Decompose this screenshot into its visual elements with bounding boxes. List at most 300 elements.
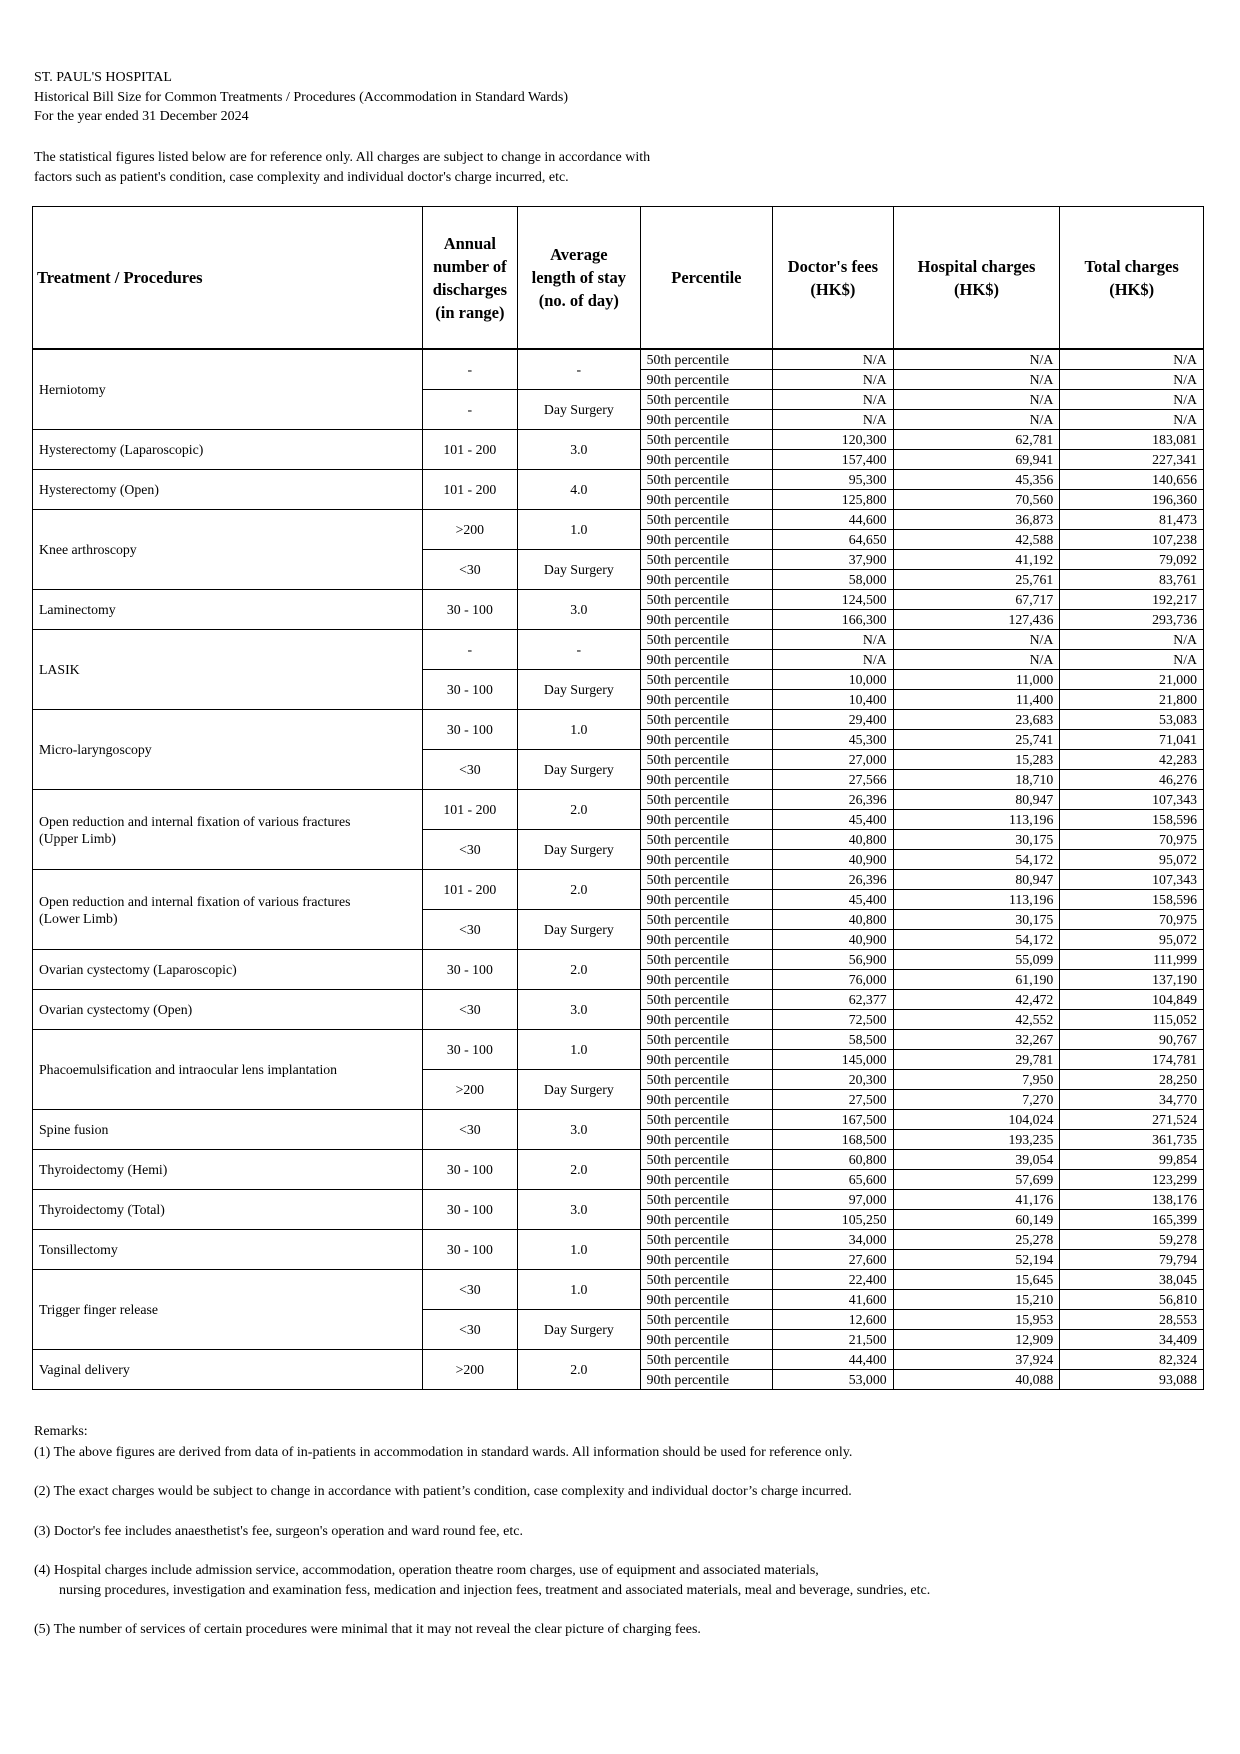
hospital-charge-cell: 11,400	[893, 690, 1060, 710]
total-charge-cell: 28,553	[1060, 1310, 1204, 1330]
hospital-charge-cell: 15,283	[893, 750, 1060, 770]
doctor-fee-cell: 105,250	[773, 1210, 894, 1230]
total-charge-cell: N/A	[1060, 349, 1204, 370]
length-of-stay-cell: Day Surgery	[518, 390, 641, 430]
total-charge-cell: 28,250	[1060, 1070, 1204, 1090]
total-charge-cell: 361,735	[1060, 1130, 1204, 1150]
percentile-cell: 90th percentile	[640, 530, 773, 550]
doctor-fee-cell: 44,600	[773, 510, 894, 530]
percentile-cell: 50th percentile	[640, 750, 773, 770]
doctor-fee-cell: 60,800	[773, 1150, 894, 1170]
total-charge-cell: 111,999	[1060, 950, 1204, 970]
percentile-cell: 50th percentile	[640, 550, 773, 570]
doctor-fee-cell: 56,900	[773, 950, 894, 970]
total-charge-cell: 83,761	[1060, 570, 1204, 590]
remark-item	[34, 1522, 930, 1542]
length-of-stay-cell: 1.0	[518, 1270, 641, 1310]
procedure-name-cell	[33, 1030, 423, 1110]
total-charge-cell: 123,299	[1060, 1170, 1204, 1190]
procedure-name-cell	[33, 470, 423, 510]
header-line: (in range)	[435, 302, 505, 322]
table-row	[33, 1110, 1204, 1130]
header-line: Annual	[443, 233, 496, 253]
percentile-cell: 50th percentile	[640, 430, 773, 450]
total-charge-cell: 56,810	[1060, 1290, 1204, 1310]
doctor-fee-cell: 26,396	[773, 870, 894, 890]
procedure-name-cell	[33, 1230, 423, 1270]
hospital-charge-cell: 36,873	[893, 510, 1060, 530]
doctor-fee-cell: 167,500	[773, 1110, 894, 1130]
hospital-charge-cell: 15,953	[893, 1310, 1060, 1330]
table-row	[33, 430, 1204, 450]
total-charge-cell: 165,399	[1060, 1210, 1204, 1230]
header-line: Total charges	[1084, 256, 1179, 276]
disclaimer-line: The statistical figures listed below are for reference only. All charges are subject to change in accordance with	[34, 150, 651, 165]
percentile-cell: 50th percentile	[640, 670, 773, 690]
procedure-name-cell	[33, 990, 423, 1030]
procedure-name: Hysterectomy (Open)	[39, 482, 159, 497]
percentile-cell: 90th percentile	[640, 650, 773, 670]
percentile-cell: 90th percentile	[640, 1090, 773, 1110]
table-row	[33, 1150, 1204, 1170]
total-charge-cell: 293,736	[1060, 610, 1204, 630]
doctor-fee-cell: 166,300	[773, 610, 894, 630]
remarks-title: Remarks:	[34, 1424, 88, 1439]
hospital-charge-cell: 41,176	[893, 1190, 1060, 1210]
remark-item	[34, 1620, 930, 1640]
discharges-cell: -	[422, 390, 517, 430]
discharges-cell: <30	[422, 830, 517, 870]
doctor-fee-cell: 65,600	[773, 1170, 894, 1190]
table-row	[33, 790, 1204, 810]
procedure-name-cell	[33, 1270, 423, 1350]
percentile-cell: 50th percentile	[640, 349, 773, 370]
procedure-name: Thyroidectomy (Hemi)	[39, 1162, 168, 1177]
doctor-fee-cell: 58,500	[773, 1030, 894, 1050]
hospital-charge-cell: 54,172	[893, 850, 1060, 870]
discharges-cell: 30 - 100	[422, 1030, 517, 1070]
hospital-charge-cell: 42,472	[893, 990, 1060, 1010]
procedure-name: Micro-laryngoscopy	[39, 742, 152, 757]
doctor-fee-cell: N/A	[773, 650, 894, 670]
total-charge-cell: 70,975	[1060, 910, 1204, 930]
total-charge-cell: 81,473	[1060, 510, 1204, 530]
total-charge-cell: 196,360	[1060, 490, 1204, 510]
procedure-name: (Lower Limb)	[39, 910, 118, 926]
percentile-cell: 90th percentile	[640, 690, 773, 710]
disclaimer-note	[34, 148, 650, 187]
percentile-cell: 90th percentile	[640, 1370, 773, 1390]
doctor-fee-cell: 27,500	[773, 1090, 894, 1110]
hospital-charge-cell: N/A	[893, 650, 1060, 670]
remark-item	[34, 1561, 930, 1600]
header-line: number of	[433, 256, 507, 276]
length-of-stay-cell: 2.0	[518, 950, 641, 990]
hospital-charge-cell: 30,175	[893, 830, 1060, 850]
doctor-fee-cell: 21,500	[773, 1330, 894, 1350]
length-of-stay-cell: 3.0	[518, 590, 641, 630]
remark-line: (1) The above figures are derived from data of in-patients in accommodation in standard wards. All information should be used for reference only.	[34, 1444, 853, 1460]
hospital-charge-cell: 104,024	[893, 1110, 1060, 1130]
procedure-name: Tonsillectomy	[39, 1242, 118, 1257]
remark-line: (3) Doctor's fee includes anaesthetist's fee, surgeon's operation and ward round fee, etc.	[34, 1523, 523, 1539]
total-charge-cell: 115,052	[1060, 1010, 1204, 1030]
hospital-charge-cell: 25,741	[893, 730, 1060, 750]
doctor-fee-cell: 22,400	[773, 1270, 894, 1290]
doctor-fee-cell: 72,500	[773, 1010, 894, 1030]
discharges-cell: >200	[422, 1350, 517, 1390]
hospital-charge-cell: 70,560	[893, 490, 1060, 510]
discharges-cell: -	[422, 630, 517, 670]
hospital-charge-cell: 54,172	[893, 930, 1060, 950]
discharges-cell: 30 - 100	[422, 1150, 517, 1190]
length-of-stay-cell: 4.0	[518, 470, 641, 510]
doctor-fee-cell: N/A	[773, 370, 894, 390]
procedure-name: LASIK	[39, 662, 80, 677]
doctor-fee-cell: 26,396	[773, 790, 894, 810]
remark-item	[34, 1443, 930, 1463]
hospital-charge-cell: 127,436	[893, 610, 1060, 630]
percentile-cell: 90th percentile	[640, 930, 773, 950]
length-of-stay-cell: Day Surgery	[518, 750, 641, 790]
hospital-charge-cell: 193,235	[893, 1130, 1060, 1150]
doctor-fee-cell: 27,600	[773, 1250, 894, 1270]
procedure-name: Trigger finger release	[39, 1302, 159, 1317]
procedure-name-cell	[33, 590, 423, 630]
hospital-charge-cell: 67,717	[893, 590, 1060, 610]
percentile-cell: 90th percentile	[640, 490, 773, 510]
procedure-name: Herniotomy	[39, 382, 106, 397]
percentile-cell: 90th percentile	[640, 730, 773, 750]
procedure-name-cell	[33, 349, 423, 430]
hospital-charge-cell: 32,267	[893, 1030, 1060, 1050]
length-of-stay-cell: 2.0	[518, 870, 641, 910]
table-row	[33, 470, 1204, 490]
procedure-name: (Upper Limb)	[39, 830, 117, 846]
percentile-cell: 90th percentile	[640, 770, 773, 790]
header-procedure: Treatment / Procedures	[33, 207, 423, 350]
discharges-cell: 101 - 200	[422, 430, 517, 470]
total-charge-cell: 99,854	[1060, 1150, 1204, 1170]
discharges-cell: <30	[422, 550, 517, 590]
doctor-fee-cell: 157,400	[773, 450, 894, 470]
hospital-charge-cell: 60,149	[893, 1210, 1060, 1230]
total-charge-cell: 140,656	[1060, 470, 1204, 490]
table-row	[33, 1270, 1204, 1290]
doctor-fee-cell: 53,000	[773, 1370, 894, 1390]
total-charge-cell: 79,794	[1060, 1250, 1204, 1270]
hospital-charge-cell: N/A	[893, 349, 1060, 370]
doctor-fee-cell: 34,000	[773, 1230, 894, 1250]
doctor-fee-cell: 10,400	[773, 690, 894, 710]
hospital-charge-cell: 15,645	[893, 1270, 1060, 1290]
discharges-cell: <30	[422, 1270, 517, 1310]
header-doctor-fees	[773, 207, 894, 350]
bill-size-table	[32, 206, 1204, 1390]
doctor-fee-cell: 76,000	[773, 970, 894, 990]
total-charge-cell: 82,324	[1060, 1350, 1204, 1370]
remarks-section	[34, 1422, 930, 1660]
header-percentile: Percentile	[640, 207, 773, 350]
length-of-stay-cell: Day Surgery	[518, 670, 641, 710]
header-line: (HK$)	[1109, 279, 1155, 299]
hospital-charge-cell: N/A	[893, 370, 1060, 390]
length-of-stay-cell: 1.0	[518, 710, 641, 750]
percentile-cell: 90th percentile	[640, 1290, 773, 1310]
total-charge-cell: 174,781	[1060, 1050, 1204, 1070]
percentile-cell: 50th percentile	[640, 1230, 773, 1250]
length-of-stay-cell: -	[518, 349, 641, 390]
header-discharges	[422, 207, 517, 350]
doctor-fee-cell: 168,500	[773, 1130, 894, 1150]
total-charge-cell: 107,343	[1060, 870, 1204, 890]
percentile-cell: 50th percentile	[640, 1150, 773, 1170]
total-charge-cell: 93,088	[1060, 1370, 1204, 1390]
disclaimer-line: factors such as patient's condition, case complexity and individual doctor's charge incurred, etc.	[34, 169, 569, 185]
table-row	[33, 1190, 1204, 1210]
table-row	[33, 990, 1204, 1010]
doctor-fee-cell: N/A	[773, 390, 894, 410]
procedure-name: Thyroidectomy (Total)	[39, 1202, 165, 1217]
doctor-fee-cell: N/A	[773, 630, 894, 650]
hospital-charge-cell: 113,196	[893, 810, 1060, 830]
procedure-name: Knee arthroscopy	[39, 542, 137, 557]
percentile-cell: 50th percentile	[640, 790, 773, 810]
discharges-cell: -	[422, 349, 517, 390]
procedure-name-cell	[33, 1190, 423, 1230]
total-charge-cell: 53,083	[1060, 710, 1204, 730]
total-charge-cell: 104,849	[1060, 990, 1204, 1010]
percentile-cell: 90th percentile	[640, 1250, 773, 1270]
procedure-name-cell	[33, 710, 423, 790]
hospital-charge-cell: 23,683	[893, 710, 1060, 730]
percentile-cell: 90th percentile	[640, 450, 773, 470]
table-row	[33, 510, 1204, 530]
discharges-cell: <30	[422, 1310, 517, 1350]
percentile-cell: 50th percentile	[640, 1310, 773, 1330]
length-of-stay-cell: -	[518, 630, 641, 670]
length-of-stay-cell: Day Surgery	[518, 1310, 641, 1350]
percentile-cell: 90th percentile	[640, 1330, 773, 1350]
total-charge-cell: N/A	[1060, 650, 1204, 670]
length-of-stay-cell: 2.0	[518, 1350, 641, 1390]
length-of-stay-cell: 2.0	[518, 1150, 641, 1190]
hospital-charge-cell: N/A	[893, 410, 1060, 430]
percentile-cell: 90th percentile	[640, 1010, 773, 1030]
length-of-stay-cell: 1.0	[518, 510, 641, 550]
header-line: discharges	[432, 279, 507, 299]
length-of-stay-cell: Day Surgery	[518, 550, 641, 590]
reporting-period: For the year ended 31 December 2024	[34, 109, 249, 124]
percentile-cell: 90th percentile	[640, 410, 773, 430]
percentile-cell: 90th percentile	[640, 890, 773, 910]
table-row	[33, 710, 1204, 730]
hospital-charge-cell: 80,947	[893, 790, 1060, 810]
header-line: Hospital charges	[917, 256, 1036, 276]
procedure-name-cell	[33, 630, 423, 710]
hospital-charge-cell: 39,054	[893, 1150, 1060, 1170]
doctor-fee-cell: 58,000	[773, 570, 894, 590]
hospital-charge-cell: 113,196	[893, 890, 1060, 910]
total-charge-cell: 59,278	[1060, 1230, 1204, 1250]
discharges-cell: 30 - 100	[422, 1190, 517, 1230]
total-charge-cell: 107,343	[1060, 790, 1204, 810]
percentile-cell: 50th percentile	[640, 1350, 773, 1370]
total-charge-cell: N/A	[1060, 370, 1204, 390]
percentile-cell: 90th percentile	[640, 1050, 773, 1070]
procedure-name-cell	[33, 1150, 423, 1190]
percentile-cell: 90th percentile	[640, 1130, 773, 1150]
hospital-charge-cell: 62,781	[893, 430, 1060, 450]
doctor-fee-cell: 45,400	[773, 890, 894, 910]
procedure-name: Phacoemulsification and intraocular lens implantation	[39, 1062, 338, 1077]
discharges-cell: 101 - 200	[422, 790, 517, 830]
length-of-stay-cell: Day Surgery	[518, 910, 641, 950]
procedure-name-cell	[33, 430, 423, 470]
total-charge-cell: 95,072	[1060, 850, 1204, 870]
total-charge-cell: 42,283	[1060, 750, 1204, 770]
doctor-fee-cell: 64,650	[773, 530, 894, 550]
procedure-name: Ovarian cystectomy (Open)	[39, 1002, 193, 1017]
percentile-cell: 50th percentile	[640, 390, 773, 410]
total-charge-cell: 107,238	[1060, 530, 1204, 550]
discharges-cell: 30 - 100	[422, 670, 517, 710]
discharges-cell: <30	[422, 1110, 517, 1150]
length-of-stay-cell: 3.0	[518, 1110, 641, 1150]
doctor-fee-cell: 40,800	[773, 910, 894, 930]
hospital-charge-cell: 61,190	[893, 970, 1060, 990]
hospital-charge-cell: 12,909	[893, 1330, 1060, 1350]
discharges-cell: >200	[422, 1070, 517, 1110]
total-charge-cell: 34,770	[1060, 1090, 1204, 1110]
percentile-cell: 50th percentile	[640, 990, 773, 1010]
total-charge-cell: 183,081	[1060, 430, 1204, 450]
hospital-charge-cell: 40,088	[893, 1370, 1060, 1390]
doctor-fee-cell: 95,300	[773, 470, 894, 490]
total-charge-cell: 192,217	[1060, 590, 1204, 610]
total-charge-cell: 21,800	[1060, 690, 1204, 710]
total-charge-cell: N/A	[1060, 390, 1204, 410]
hospital-charge-cell: 37,924	[893, 1350, 1060, 1370]
hospital-charge-cell: 45,356	[893, 470, 1060, 490]
percentile-cell: 90th percentile	[640, 810, 773, 830]
total-charge-cell: 34,409	[1060, 1330, 1204, 1350]
hospital-name: ST. PAUL'S HOSPITAL	[34, 70, 172, 85]
discharges-cell: 101 - 200	[422, 470, 517, 510]
table-row	[33, 870, 1204, 890]
total-charge-cell: 38,045	[1060, 1270, 1204, 1290]
doctor-fee-cell: 10,000	[773, 670, 894, 690]
total-charge-cell: 90,767	[1060, 1030, 1204, 1050]
doctor-fee-cell: 145,000	[773, 1050, 894, 1070]
table-row	[33, 630, 1204, 650]
doctor-fee-cell: 40,900	[773, 930, 894, 950]
table-header-row	[33, 207, 1204, 350]
hospital-charge-cell: 69,941	[893, 450, 1060, 470]
doctor-fee-cell: 120,300	[773, 430, 894, 450]
discharges-cell: 30 - 100	[422, 1230, 517, 1270]
total-charge-cell: 71,041	[1060, 730, 1204, 750]
doctor-fee-cell: 12,600	[773, 1310, 894, 1330]
procedure-name-cell	[33, 870, 423, 950]
doctor-fee-cell: N/A	[773, 349, 894, 370]
table-row	[33, 1350, 1204, 1370]
hospital-charge-cell: 52,194	[893, 1250, 1060, 1270]
header-line: Average	[550, 245, 608, 264]
total-charge-cell: 137,190	[1060, 970, 1204, 990]
table-body	[33, 349, 1204, 1390]
percentile-cell: 50th percentile	[640, 510, 773, 530]
procedure-name: Hysterectomy (Laparoscopic)	[39, 442, 204, 457]
hospital-charge-cell: 7,270	[893, 1090, 1060, 1110]
hospital-charge-cell: 29,781	[893, 1050, 1060, 1070]
percentile-cell: 50th percentile	[640, 1190, 773, 1210]
hospital-charge-cell: N/A	[893, 630, 1060, 650]
hospital-charge-cell: 80,947	[893, 870, 1060, 890]
hospital-charge-cell: 55,099	[893, 950, 1060, 970]
percentile-cell: 90th percentile	[640, 1170, 773, 1190]
doctor-fee-cell: 62,377	[773, 990, 894, 1010]
hospital-charge-cell: 41,192	[893, 550, 1060, 570]
total-charge-cell: 79,092	[1060, 550, 1204, 570]
percentile-cell: 50th percentile	[640, 1070, 773, 1090]
total-charge-cell: 138,176	[1060, 1190, 1204, 1210]
percentile-cell: 90th percentile	[640, 1210, 773, 1230]
procedure-name: Vaginal delivery	[39, 1362, 130, 1377]
header-total-charges	[1060, 207, 1204, 350]
doctor-fee-cell: 124,500	[773, 590, 894, 610]
header-length-of-stay	[518, 207, 641, 350]
doctor-fee-cell: 45,400	[773, 810, 894, 830]
table-row	[33, 1230, 1204, 1250]
total-charge-cell: N/A	[1060, 410, 1204, 430]
total-charge-cell: 158,596	[1060, 890, 1204, 910]
length-of-stay-cell: 1.0	[518, 1030, 641, 1070]
header-hospital-charges	[893, 207, 1060, 350]
header-line: (HK$)	[954, 279, 999, 299]
hospital-charge-cell: N/A	[893, 390, 1060, 410]
length-of-stay-cell: 3.0	[518, 1190, 641, 1230]
percentile-cell: 50th percentile	[640, 1030, 773, 1050]
doctor-fee-cell: 20,300	[773, 1070, 894, 1090]
doctor-fee-cell: 125,800	[773, 490, 894, 510]
discharges-cell: >200	[422, 510, 517, 550]
header-line: length of stay	[531, 268, 627, 287]
header-line: (no. of day)	[538, 291, 619, 310]
procedure-name-cell	[33, 790, 423, 870]
remark-item	[34, 1482, 930, 1502]
procedure-name-cell	[33, 1110, 423, 1150]
total-charge-cell: 46,276	[1060, 770, 1204, 790]
total-charge-cell: 158,596	[1060, 810, 1204, 830]
hospital-charge-cell: 7,950	[893, 1070, 1060, 1090]
doctor-fee-cell: 37,900	[773, 550, 894, 570]
percentile-cell: 50th percentile	[640, 710, 773, 730]
length-of-stay-cell: 2.0	[518, 790, 641, 830]
remark-line: (4) Hospital charges include admission service, accommodation, operation theatre room charges, use of equipment and associated materials,	[34, 1563, 819, 1578]
doctor-fee-cell: 40,900	[773, 850, 894, 870]
hospital-charge-cell: 42,588	[893, 530, 1060, 550]
procedure-name: Spine fusion	[39, 1122, 109, 1137]
hospital-charge-cell: 57,699	[893, 1170, 1060, 1190]
hospital-charge-cell: 18,710	[893, 770, 1060, 790]
document-header	[34, 68, 568, 127]
header-line: Doctor's fees	[787, 256, 879, 276]
procedure-name: Open reduction and internal fixation of various fractures	[39, 893, 351, 909]
header-line: (HK$)	[810, 279, 856, 299]
percentile-cell: 50th percentile	[640, 910, 773, 930]
percentile-cell: 50th percentile	[640, 950, 773, 970]
